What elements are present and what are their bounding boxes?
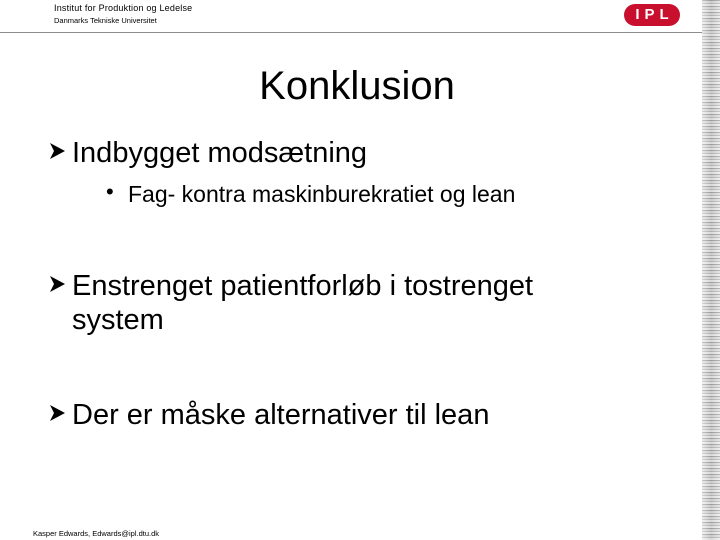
header-divider — [0, 32, 702, 33]
sub-bullet-item — [106, 180, 515, 208]
footer-author: Kasper Edwards, Edwards@ipl.dtu.dk — [33, 529, 160, 538]
arrow-bullet-icon — [48, 269, 72, 303]
slide-title: Konklusion — [259, 64, 455, 108]
bullet-text: Enstrenget patientforløb i tostrenget system — [72, 270, 534, 336]
bullet-item — [48, 269, 608, 337]
header-university: Danmarks Tekniske Universitet — [54, 16, 157, 25]
bullet-item — [48, 398, 648, 432]
bullet-item — [48, 136, 648, 170]
arrow-bullet-icon — [48, 136, 72, 170]
bullet-text: Indbygget modsætning — [72, 137, 368, 169]
header-institute: Institut for Produktion og Ledelse — [54, 3, 193, 13]
arrow-bullet-icon — [48, 398, 72, 432]
decorative-side-stripe-shade — [702, 0, 720, 540]
dot-bullet-icon: • — [106, 179, 114, 204]
ipl-logo: IPL — [624, 4, 680, 26]
bullet-text: Der er måske alternativer til lean — [72, 399, 490, 431]
sub-bullet-text: Fag- kontra maskinburekratiet og lean — [128, 181, 516, 207]
